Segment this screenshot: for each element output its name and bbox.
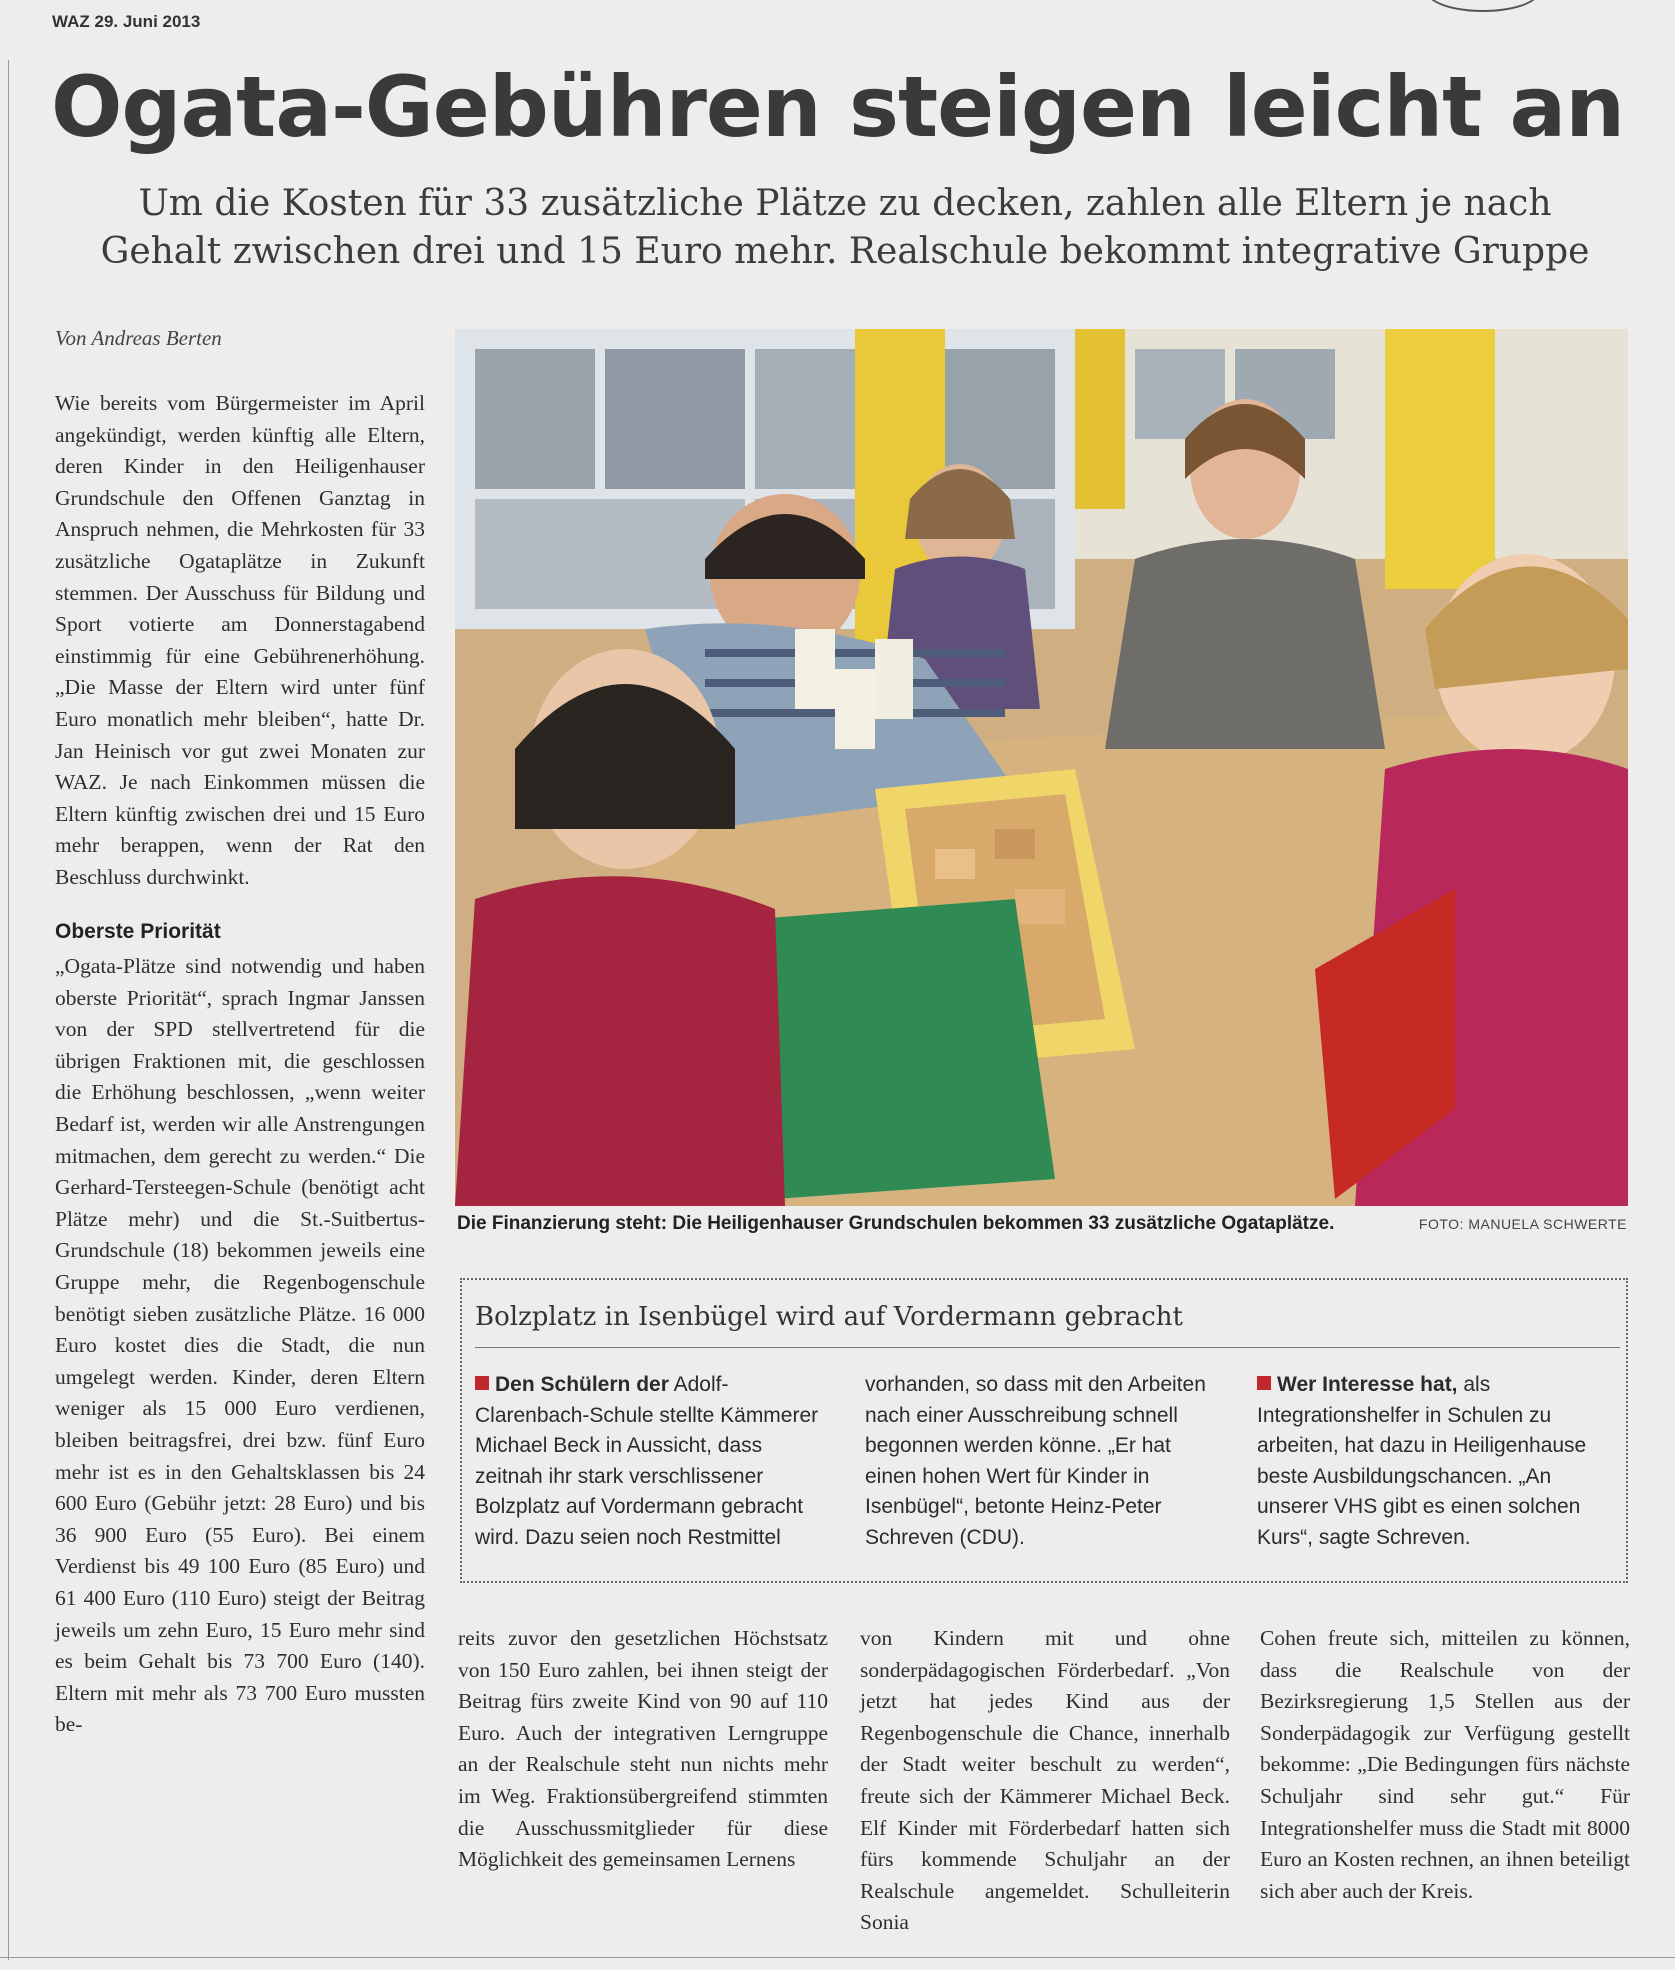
bottom-rule	[0, 1957, 1675, 1958]
article-photo	[455, 329, 1628, 1206]
page-margin-rule	[8, 60, 9, 1960]
paragraph-intro: Wie bereits vom Bürgermeister im April angekündigt, werden künftig alle Eltern, deren Kinder in den Heiligenhauser Grundschule den Offenen Ganztag in Anspruch nehmen, die Mehrkosten für 33 zusätzliche Ogataplätze in Zukunft stemmen. Der Ausschuss für Bildung und Sport votierte am Donnerstagabend einstimmig für eine Gebührenerhöhung. „Die Masse der Eltern wird unter fünf Euro monatlich mehr bleiben“, hatte Dr. Jan Heinisch vor gut zwei Monaten zur WAZ. Je nach Einkommen müssen die Eltern künftig zwischen drei und 15 Euro mehr berappen, wenn der Rat den Beschluss durchwinkt.	[55, 391, 425, 889]
info-box-title: Bolzplatz in Isenbügel wird auf Vordermann gebracht	[475, 1302, 1183, 1332]
info-box-column-2	[865, 1370, 1225, 1553]
paragraph-priority: „Ogata-Plätze sind notwendig und haben oberste Priorität“, sprach Ingmar Janssen von der SPD stellvertretend für die übrigen Fraktionen mit, die geschlossen die Erhöhung beschlossen, „wenn weiter Bedarf ist, werden wir alle Anstrengungen mitmachen, dem gerecht zu werden.“ Die Gerhard-Tersteegen-Schule (benötigt acht Plätze mehr) und die St.-Suitbertus-Grundschule (18) bekommen jeweils eine Gruppe mehr, die Regenbogenschule benötigt sieben zusätzliche Plätze. 16 000 Euro kostet dies die Stadt, die nun umgelegt werden. Kinder, deren Eltern weniger als 15 000 Euro verdienen, bleiben beitragsfrei, drei bzw. fünf Euro mehr ist es in den Gehaltsklassen bis 24 600 Euro (Gebühr jetzt: 28 Euro) und bis 36 900 Euro (55 Euro). Bei einem Verdienst bis 49 100 Euro (85 Euro) und 61 400 Euro (110 Euro) steigt der Beitrag jeweils um zehn Euro, 15 Euro mehr sind es beim Gehalt bis 73 700 Euro (140). Eltern mit mehr als 73 700 Euro mussten be-	[55, 954, 425, 1737]
info-box-column-3	[1257, 1370, 1617, 1553]
article-column-4	[1260, 1623, 1630, 1907]
article-column-2	[458, 1623, 828, 1876]
headline: Ogata-Gebühren steigen leicht an	[50, 58, 1625, 156]
photo-caption	[457, 1213, 1627, 1235]
info-box-text-2: vorhanden, so dass mit den Arbeiten nach einer Ausschreibung schnell begonnen werden könne. „Er hat einen hohen Wert für Kinder in Isenbügel“, betonte Heinz-Peter Schreven (CDU).	[865, 1373, 1206, 1549]
info-box-divider	[475, 1347, 1620, 1348]
section-heading: Oberste Priorität	[55, 919, 221, 943]
subhead-line-2: Gehalt zwischen drei und 15 Euro mehr. Realschule bekommt integrative Gruppe	[100, 231, 1590, 272]
info-box-column-1	[475, 1370, 825, 1553]
paragraph-column-4: Cohen freute sich, mitteilen zu können, dass die Realschule von der Bezirksregierung 1,5 Stellen aus der Sonderpädagogik zur Verfügung gestellt bekomme: „Die Bedingungen fürs nächste Schuljahr sind sehr gut.“ Für Integrationshelfer muss die Stadt mit 8000 Euro an Kosten rechnen, an ihnen beteiligt sich aber auch der Kreis.	[1260, 1626, 1630, 1903]
paragraph-column-2: reits zuvor den gesetzlichen Höchstsatz von 150 Euro zahlen, bei ihnen steigt der Beitrag fürs zweite Kind von 90 auf 110 Euro. Auch der integrativen Lerngruppe an der Realschule steht nun nichts mehr im Weg. Fraktionsübergreifend stimmten die Ausschussmitglieder für diese Möglichkeit des gemeinsamen Lernens	[458, 1626, 828, 1872]
bullet-square-icon	[475, 1376, 489, 1390]
photo-credit: FOTO: MANUELA SCHWERTE	[1418, 1216, 1627, 1232]
masthead: WAZ 29. Juni 2013	[52, 12, 201, 31]
byline: Von Andreas Berten	[55, 326, 222, 350]
subhead-line-1: Um die Kosten für 33 zusätzliche Plätze zu decken, zahlen alle Eltern je nach	[138, 183, 1552, 224]
bullet-square-icon	[1257, 1376, 1271, 1390]
article-column-3	[860, 1623, 1230, 1939]
caption-text: Die Finanzierung steht: Die Heiligenhauser Grundschulen bekommen 33 zusätzliche Ogataplätze.	[457, 1213, 1335, 1234]
info-box-lead-1: Den Schülern der	[495, 1373, 669, 1396]
paragraph-column-3: von Kindern mit und ohne sonderpädagogischen Förderbedarf. „Von jetzt hat jedes Kind aus der Regenbogenschule die Chance, innerhalb der Stadt weiter beschult zu werden“, freute sich der Kämmerer Michael Beck. Elf Kinder mit Förderbedarf hatten sich fürs kommende Schuljahr an der Realschule angemeldet. Schulleiterin Sonia	[860, 1626, 1230, 1935]
info-box-lead-3: Wer Interesse hat,	[1277, 1373, 1458, 1396]
subheadline	[55, 180, 1635, 276]
stamp-mark	[1426, 0, 1540, 12]
classroom-photo-illustration	[455, 329, 1628, 1206]
info-box-text-3: als Integrationshelfer in Schulen zu arbeiten, hat dazu in Heiligenhause beste Ausbildungschancen. „An unserer VHS gibt es einen solchen Kurs“, sagte Schreven.	[1257, 1373, 1587, 1549]
info-box-text-1: Adolf-Clarenbach-Schule stellte Kämmerer Michael Beck in Aussicht, dass zeitnah ihr stark verschlissener Bolzplatz auf Vordermann gebracht wird. Dazu seien noch Restmittel	[475, 1373, 819, 1549]
article-column-1	[55, 388, 425, 1741]
